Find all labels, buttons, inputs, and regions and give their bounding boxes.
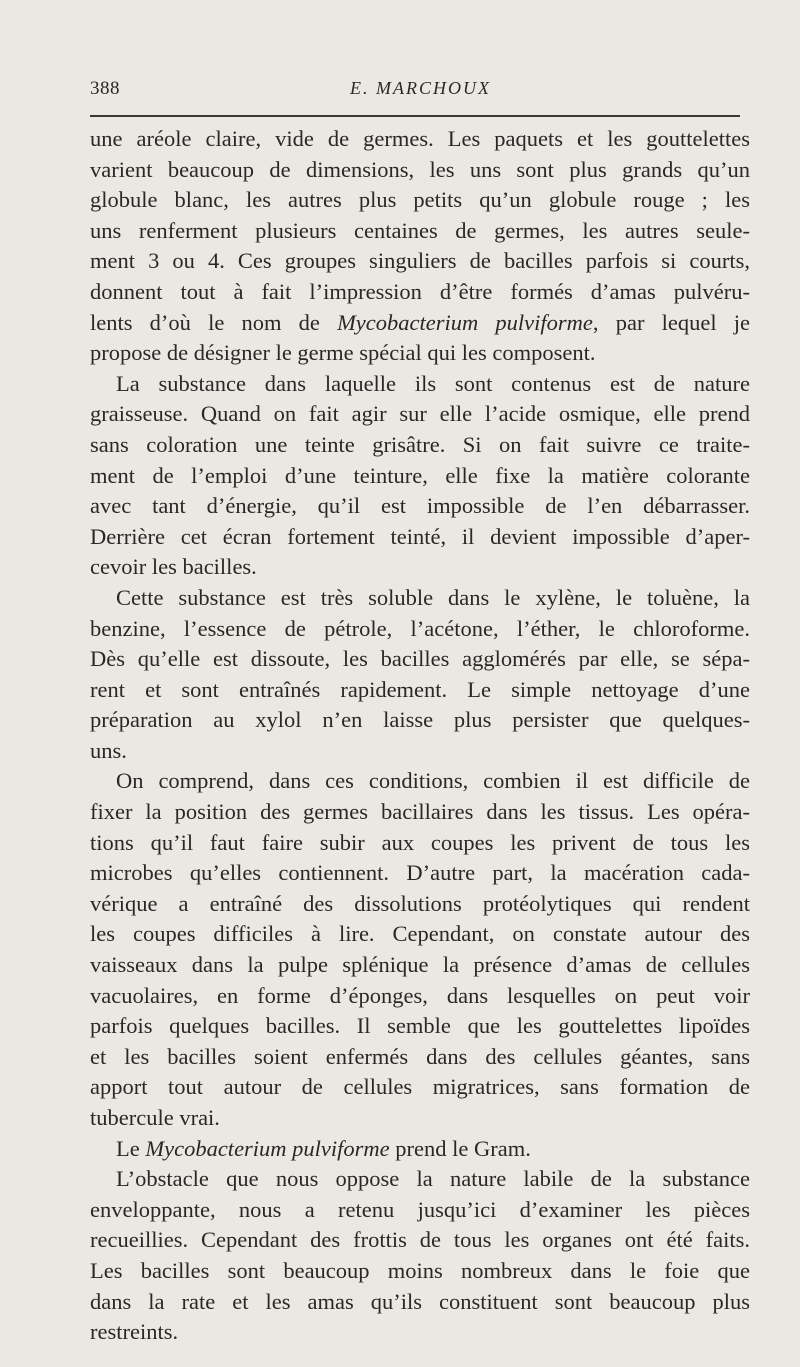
text-line: fixer la position des germes bacillaires dans les tissus. Les opéra- bbox=[90, 799, 750, 825]
species-name: Mycobacterium pulviforme bbox=[337, 309, 593, 335]
text-line: parfois quelques bacilles. Il semble que les gouttelettes lipoïdes bbox=[90, 1013, 750, 1039]
text-line: benzine, l’essence de pétrole, l’acétone, l’éther, le chloroforme. bbox=[90, 615, 750, 641]
text-line: graisseuse. Quand on fait agir sur elle l’acide osmique, elle prend bbox=[90, 401, 750, 427]
text-line: recueillies. Cependant des frottis de tous les organes ont été faits. bbox=[90, 1227, 750, 1253]
text-line: une aréole claire, vide de germes. Les paquets et les gouttelettes bbox=[90, 126, 750, 151]
text-line: vacuolaires, en forme d’éponges, dans lesquelles on peut voir bbox=[90, 982, 750, 1008]
text-line: vaisseaux dans la pulpe splénique la présence d’amas de cellules bbox=[90, 952, 750, 978]
paragraph-start-line: La substance dans laquelle ils sont contenus est de nature bbox=[116, 370, 750, 396]
text-line: microbes qu’elles contiennent. D’autre part, la macération cada- bbox=[90, 860, 750, 886]
page-number: 388 bbox=[90, 78, 120, 99]
text-line: Derrière cet écran fortement teinté, il devient impossible d’aper- bbox=[90, 523, 750, 549]
text-line: propose de désigner le germe spécial qui les composent. bbox=[90, 340, 596, 366]
text-line: uns. bbox=[90, 737, 127, 763]
page-header bbox=[90, 78, 740, 102]
text-line: enveloppante, nous a retenu jusqu’ici d’examiner les pièces bbox=[90, 1196, 750, 1222]
body-text bbox=[90, 124, 750, 1348]
text-line: préparation au xylol n’en laisse plus persister que quelques- bbox=[90, 707, 750, 733]
text-line: Dès qu’elle est dissoute, les bacilles agglomérés par elle, se sépa- bbox=[90, 646, 750, 672]
paragraph-start-line: Cette substance est très soluble dans le xylène, le toluène, la bbox=[116, 584, 750, 610]
text-line: tubercule vrai. bbox=[90, 1105, 220, 1130]
paragraph-start-line: Le Mycobacterium pulviforme prend le Gram. bbox=[116, 1135, 531, 1161]
running-head: E. MARCHOUX bbox=[350, 78, 491, 98]
text-line: cevoir les bacilles. bbox=[90, 554, 257, 580]
text-line: et les bacilles soient enfermés dans des cellules géantes, sans bbox=[90, 1043, 750, 1069]
text-line: donnent tout à fait l’impression d’être formés d’amas pulvéru- bbox=[90, 278, 750, 304]
paragraph-start-line: L’obstacle que nous oppose la nature labile de la substance bbox=[116, 1166, 750, 1192]
text-line: apport tout autour de cellules migratrices, sans formation de bbox=[90, 1074, 750, 1100]
text-line: uns renferment plusieurs centaines de germes, les autres seule- bbox=[90, 217, 750, 243]
text-line: rent et sont entraînés rapidement. Le simple nettoyage d’une bbox=[90, 676, 750, 702]
text-line: ment de l’emploi d’une teinture, elle fixe la matière colorante bbox=[90, 462, 750, 488]
species-name: Mycobacterium pulviforme bbox=[145, 1135, 390, 1161]
text-line: Les bacilles sont beaucoup moins nombreux dans le foie que bbox=[90, 1257, 750, 1283]
text-line: lents d’où le nom de Mycobacterium pulviforme, par lequel je bbox=[90, 309, 750, 335]
text-line: ment 3 ou 4. Ces groupes singuliers de bacilles parfois si courts, bbox=[90, 248, 750, 274]
text-line: sans coloration une teinte grisâtre. Si on fait suivre ce traite- bbox=[90, 431, 750, 457]
text-line: globule blanc, les autres plus petits qu’un globule rouge ; les bbox=[90, 187, 750, 213]
text-line: avec tant d’énergie, qu’il est impossible de l’en débarrasser. bbox=[90, 493, 750, 519]
text-line: restreints. bbox=[90, 1319, 179, 1345]
text-line: vérique a entraîné des dissolutions protéolytiques qui rendent bbox=[90, 890, 750, 916]
text-line: dans la rate et les amas qu’ils constituent sont beaucoup plus bbox=[90, 1288, 750, 1314]
text-line: tions qu’il faut faire subir aux coupes les privent de tous les bbox=[90, 829, 750, 855]
header-rule bbox=[90, 115, 740, 117]
text-line: les coupes difficiles à lire. Cependant, on constate autour des bbox=[90, 921, 750, 947]
text-line: varient beaucoup de dimensions, les uns sont plus grands qu’un bbox=[90, 156, 750, 182]
paragraph-start-line: On comprend, dans ces conditions, combien il est difficile de bbox=[116, 768, 750, 794]
